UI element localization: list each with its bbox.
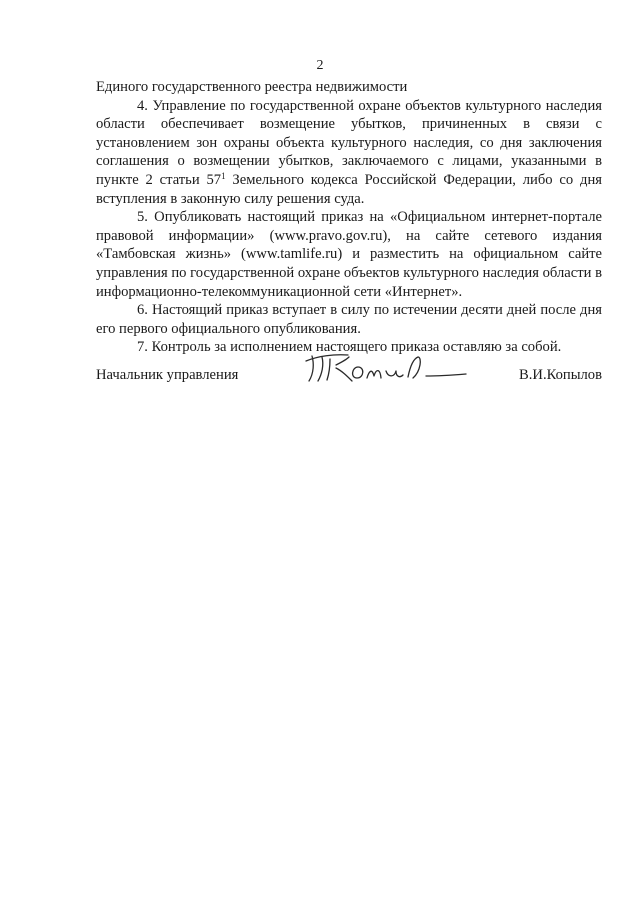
page-number: 2 [316,58,324,73]
signer-name: В.И.Копылов [519,367,602,383]
paragraph-4-superscript: 1 [221,170,226,181]
paragraph-6: 6. Настоящий приказ вступает в силу по истечении десяти дней после дня его первого официального опубликования. [96,302,602,337]
paragraph-4-text-start: 4. Управление по государственной охране объектов культурного наследия области обеспечивает возмещение убытков, причиненных в связи с установлением зон охраны объекта культурного наследия, со дня заключения соглашения о возмещении убытков, заключаемого с лицами, указанными в пункте 2 статьи 57 [96,97,602,188]
handwritten-signature [300,347,470,391]
document-body [96,78,602,357]
signer-title: Начальник управления [96,367,239,383]
paragraph-5: 5. Опубликовать настоящий приказ на «Официальном интернет-портале правовой информации» (www.pravo.gov.ru), на сайте сетевого издания «Тамбовская жизнь» (www.tamlife.ru) и разместить на официальном сайте управления по государственной охране объектов культурного наследия области в информационно-телекоммуникационной сети «Интернет». [96,209,602,300]
paragraph-4 [96,97,602,209]
paragraph-continuation: Единого государственного реестра недвижимости [96,79,408,95]
paragraph-7: 7. Контроль за исполнением настоящего приказа оставляю за собой. [137,339,562,356]
signature-block [96,367,602,397]
paragraph-4-text-end: Земельного кодекса Российской Федерации, либо со дня вступления в законную силу решения суда. [96,171,602,207]
